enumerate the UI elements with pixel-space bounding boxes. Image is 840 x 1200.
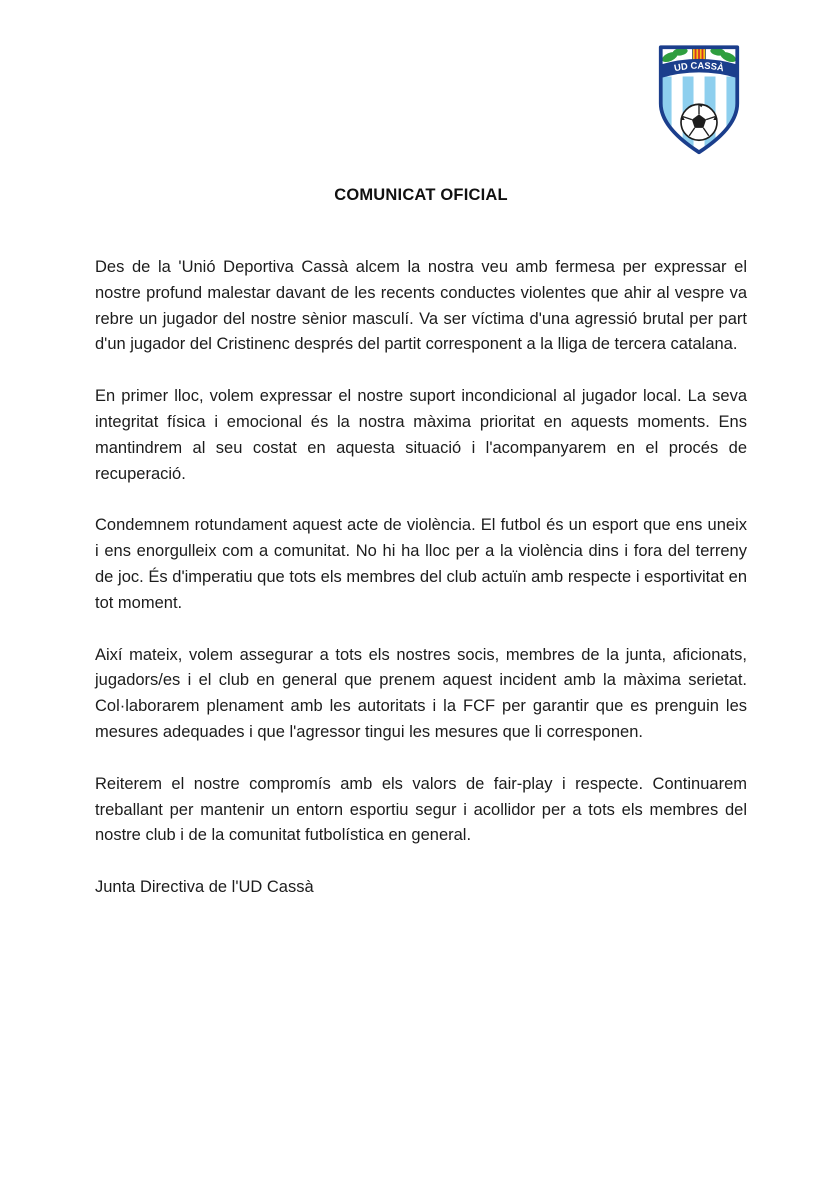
paragraph-5: Reiterem el nostre compromís amb els valors de fair-play i respecte. Continuarem treballant per mantenir un entorn esportiu segur i acollidor per a tots els membres del nostre club i de la comunitat futbolística en general. bbox=[95, 774, 747, 845]
football-icon bbox=[681, 104, 717, 140]
signature: Junta Directiva de l'UD Cassà bbox=[95, 878, 314, 897]
paragraph-3: Condemnem rotundament aquest acte de violència. El futbol és un esport que ens uneix i ens enorgulleix com a comunitat. No hi ha lloc per a la violència dins i fora del terreny de joc. És d'imperatiu que tots els membres del club actuïn amb respecte i esportivitat en tot moment. bbox=[95, 516, 747, 612]
paragraph-1: Des de la 'Unió Deportiva Cassà alcem la nostra veu amb fermesa per expressar el nostre profund malestar davant de les recents conductes violentes que ahir al vespre va rebre un jugador del nostre sènior masculí. Va ser víctima d'una agressió brutal per part d'un jugador del Cristinenc després del partit corresponent a la lliga de tercera catalana. bbox=[95, 258, 747, 354]
club-crest-icon bbox=[654, 40, 744, 158]
club-crest-logo bbox=[654, 40, 744, 158]
paragraph-2: En primer lloc, volem expressar el nostre suport incondicional al jugador local. La seva integritat física i emocional és la nostra màxima prioritat en aquests moments. Ens mantindrem al seu costat en aquesta situació i l'acompanyarem en el procés de recuperació. bbox=[95, 387, 747, 483]
crest-club-name: UD CASSÀ bbox=[673, 60, 725, 74]
paragraph-4: Així mateix, volem assegurar a tots els nostres socis, membres de la junta, aficionats, jugadors/es i el club en general que prenem aquest incident amb la màxima serietat. Col·laborarem plenament amb les autoritats i la FCF per garantir que es prenguin les mesures adequades i que l'agressor tingui les mesures que li corresponen. bbox=[95, 645, 747, 741]
document-body bbox=[95, 186, 747, 901]
document-title: COMUNICAT OFICIAL bbox=[334, 186, 508, 204]
